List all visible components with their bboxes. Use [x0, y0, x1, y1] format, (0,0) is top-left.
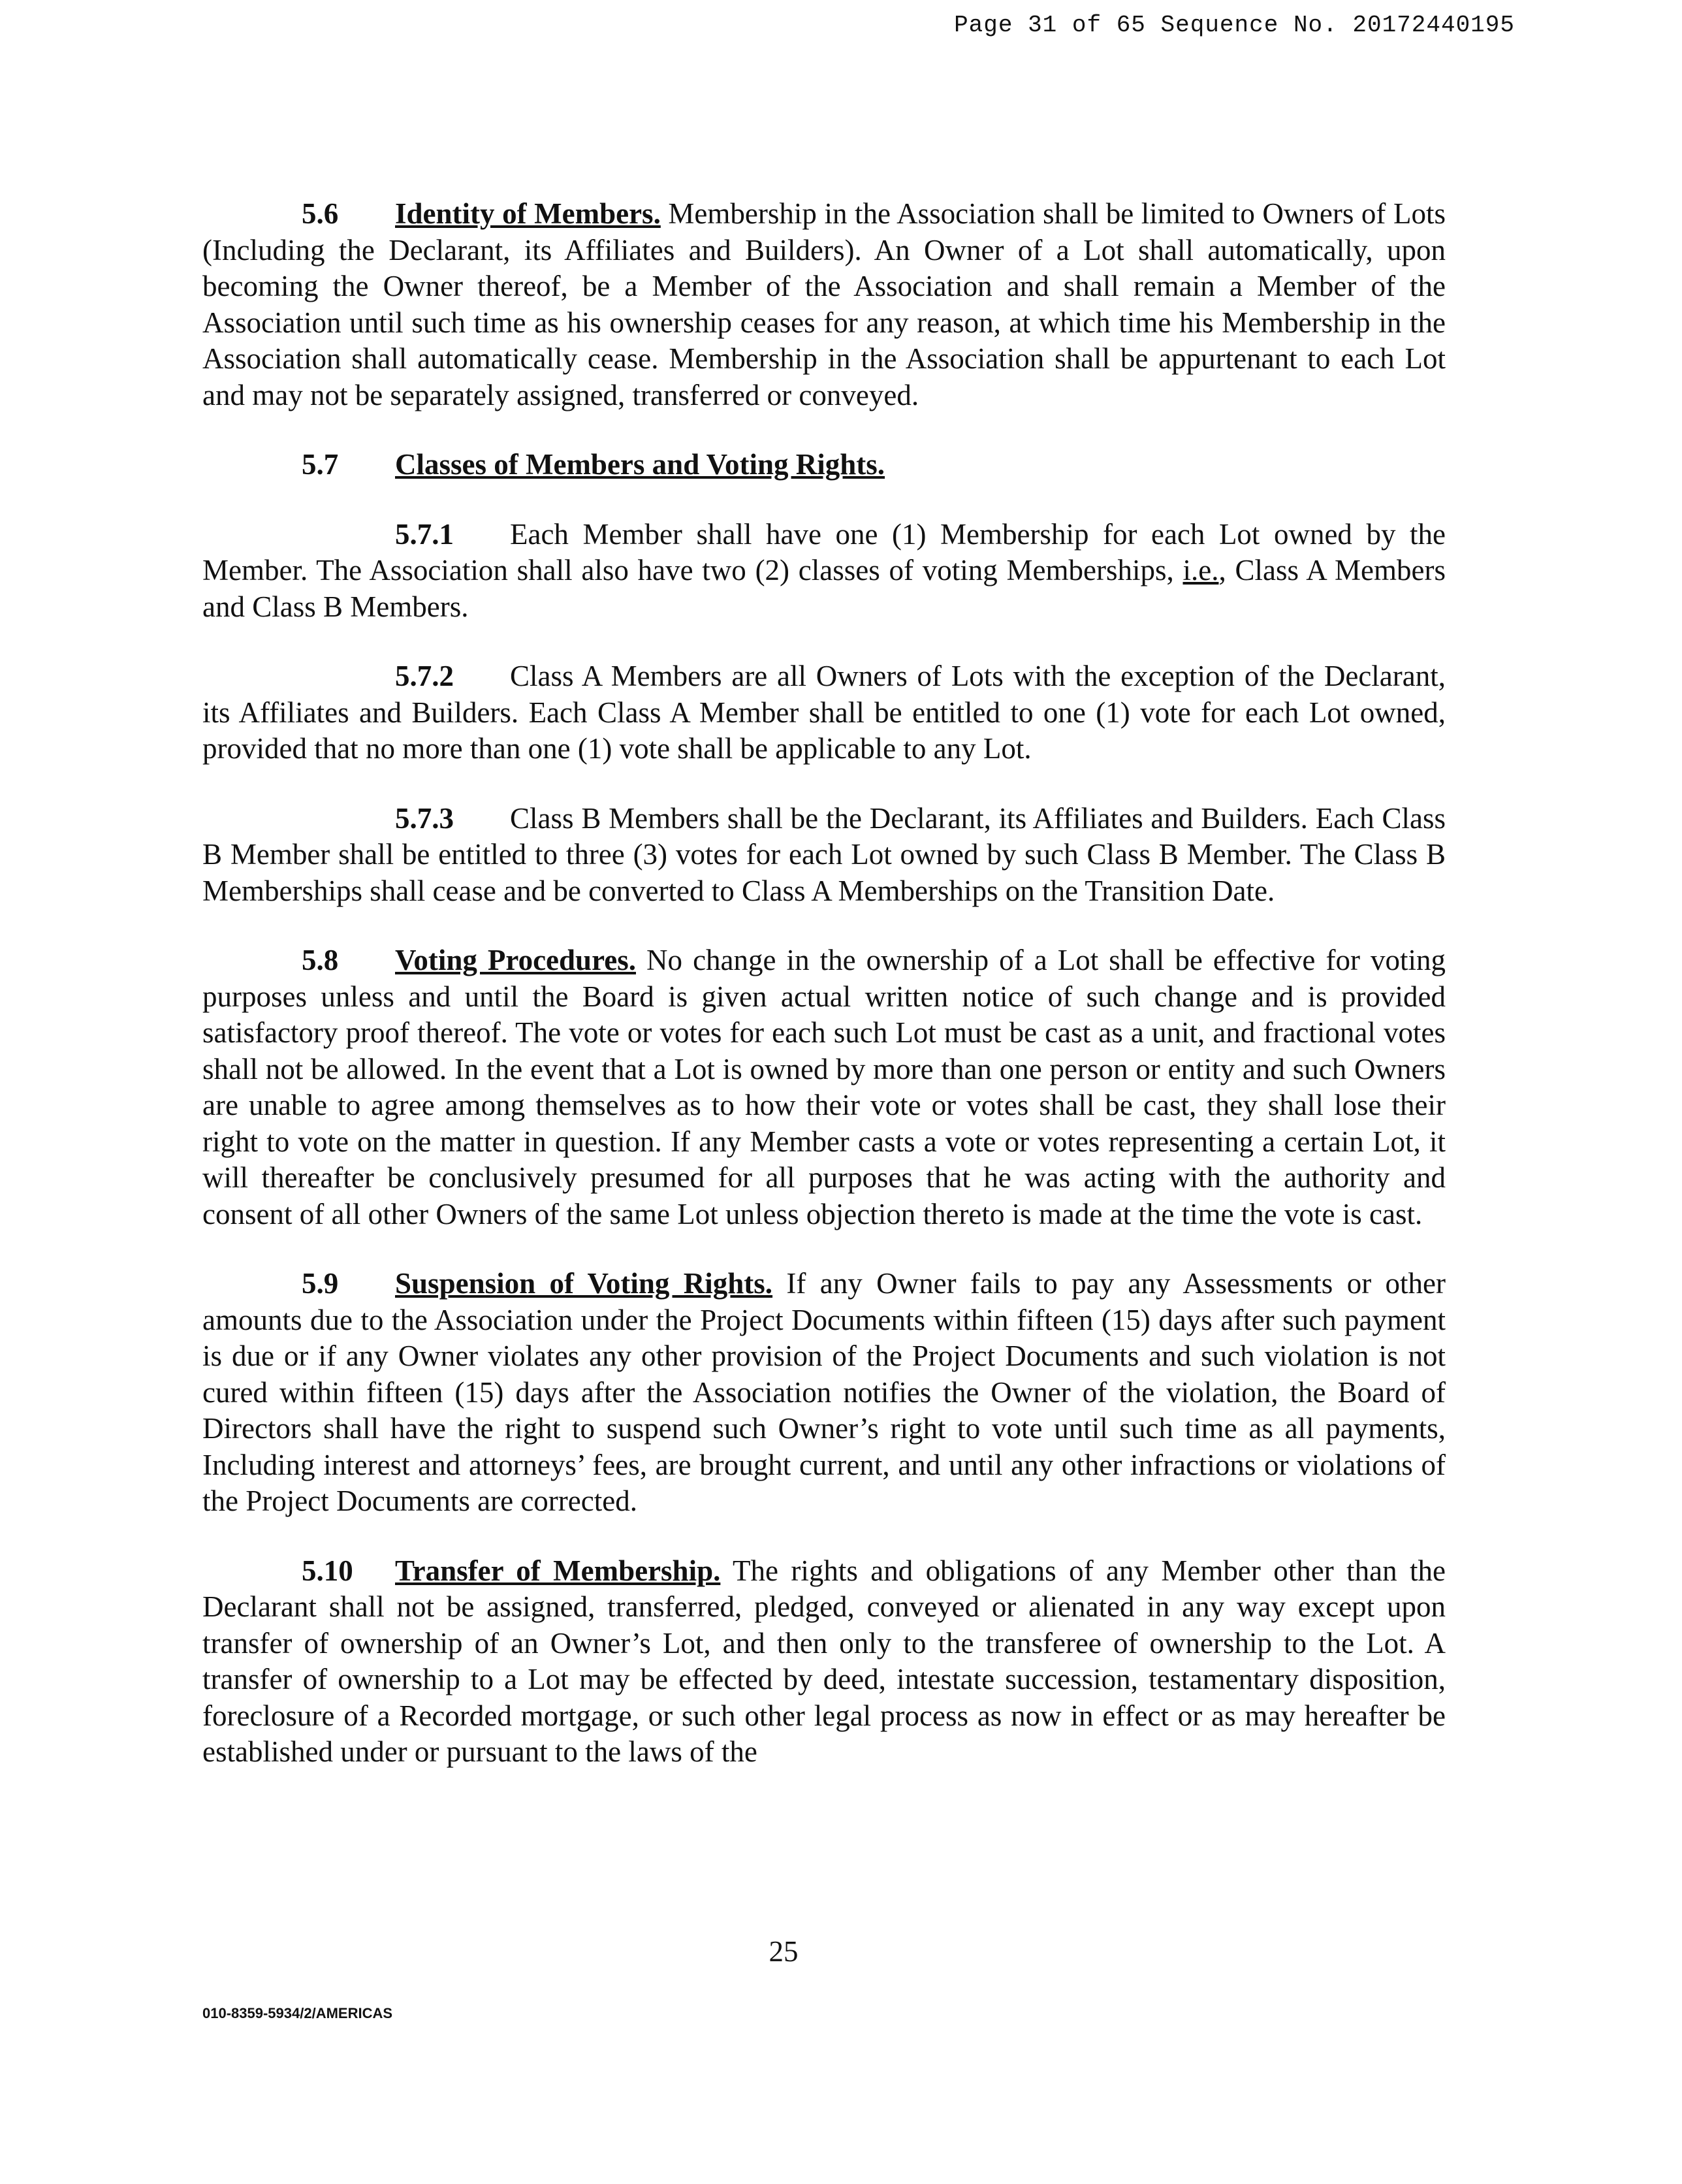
page-number: 25 — [769, 1935, 799, 1968]
section-title: Classes of Members and Voting Rights. — [395, 448, 885, 481]
section-text: Each Member shall have one (1) Membership for each Lot owned by the Member. The Association shall also have two (2) classes of voting Memberships, — [202, 517, 1446, 586]
section-number: 5.10 — [302, 1554, 353, 1587]
section-number: 5.9 — [302, 1267, 339, 1300]
section-title: Identity of Members. — [395, 197, 661, 230]
section-text: Membership in the Association shall be limited to Owners of Lots (Including the Declarant, its Affiliates and Builders). An Owner of a Lot shall automatically, upon becoming the Owner thereof, be a Member of the Association and shall remain a Member of the Association until such time as his ownership ceases for any reason, at which time his Membership in the Association shall automatically cease. Membership in the Association shall be appurtenant to each Lot and may not be separately assigned, transferred or conveyed. — [202, 197, 1446, 411]
section-5-9 — [202, 1266, 1446, 1520]
section-5-7-3 — [202, 801, 1446, 910]
subsection-number: 5.7.3 — [395, 801, 454, 835]
section-title: Suspension of Voting Rights. — [395, 1267, 773, 1300]
section-5-7-1 — [202, 517, 1446, 626]
section-text: No change in the ownership of a Lot shall be effective for voting purposes unless and until the Board is given actual written notice of such change and is provided satisfactory proof thereof. The vote or votes for each such Lot must be cast as a unit, and fractional votes shall not be allowed. In the event that a Lot is owned by more than one person or entity and such Owners are unable to agree among themselves as to how their vote or votes shall be cast, they shall lose their right to vote on the matter in question. If any Member casts a vote or votes representing a certain Lot, it will thereafter be conclusively presumed for all purposes that he was acting with the authority and consent of all other Owners of the same Lot unless objection thereto is made at the time the vote is cast. — [202, 944, 1446, 1230]
section-5-6 — [202, 196, 1446, 413]
section-title: Voting Procedures. — [395, 944, 636, 976]
section-5-7-2 — [202, 658, 1446, 767]
section-text-continued: , Class A Members and Class B Members. — [202, 554, 1446, 623]
document-body — [202, 196, 1446, 1804]
subsection-number: 5.7.1 — [395, 517, 454, 551]
page-header: Page 31 of 65 Sequence No. 20172440195 — [954, 12, 1515, 39]
section-number: 5.7 — [302, 448, 339, 481]
subsection-number: 5.7.2 — [395, 660, 454, 692]
section-5-7 — [202, 447, 1446, 483]
section-number: 5.8 — [302, 944, 339, 976]
section-5-8 — [202, 942, 1446, 1232]
section-text: Class A Members are all Owners of Lots with the exception of the Declarant, its Affiliates and Builders. Each Class A Member shall be entitled to one (1) vote for each Lot owned, provided that no more than one (1) vote shall be applicable to any Lot. — [202, 660, 1446, 765]
ie-abbreviation: i.e. — [1182, 554, 1219, 586]
section-5-10 — [202, 1553, 1446, 1771]
section-number: 5.6 — [302, 197, 339, 230]
section-text: The rights and obligations of any Member other than the Declarant shall not be assigned, transferred, pledged, conveyed or alienated in any way except upon transfer of ownership of an Owner’s Lot, and then only to the transferee of ownership to the Lot. A transfer of ownership to a Lot may be effected by deed, intestate succession, testamentary disposition, foreclosure of a Recorded mortgage, or such other legal process as now in effect or as may hereafter be established under or pursuant to the laws of the — [202, 1554, 1446, 1768]
document-id: 010-8359-5934/2/AMERICAS — [202, 2005, 393, 2021]
section-text: Class B Members shall be the Declarant, its Affiliates and Builders. Each Class B Member shall be entitled to three (3) votes for each Lot owned by such Class B Member. The Class B Memberships shall cease and be converted to Class A Memberships on the Transition Date. — [202, 801, 1446, 907]
section-text: If any Owner fails to pay any Assessments or other amounts due to the Association under the Project Documents within fifteen (15) days after such payment is due or if any Owner violates any other provision of the Project Documents and such violation is not cured within fifteen (15) days after the Association notifies the Owner of the violation, the Board of Directors shall have the right to suspend such Owner’s right to vote until such time as all payments, Including interest and attorneys’ fees, are brought current, and until any other infractions or violations of the Project Documents are corrected. — [202, 1267, 1446, 1517]
section-title: Transfer of Membership. — [395, 1554, 721, 1587]
